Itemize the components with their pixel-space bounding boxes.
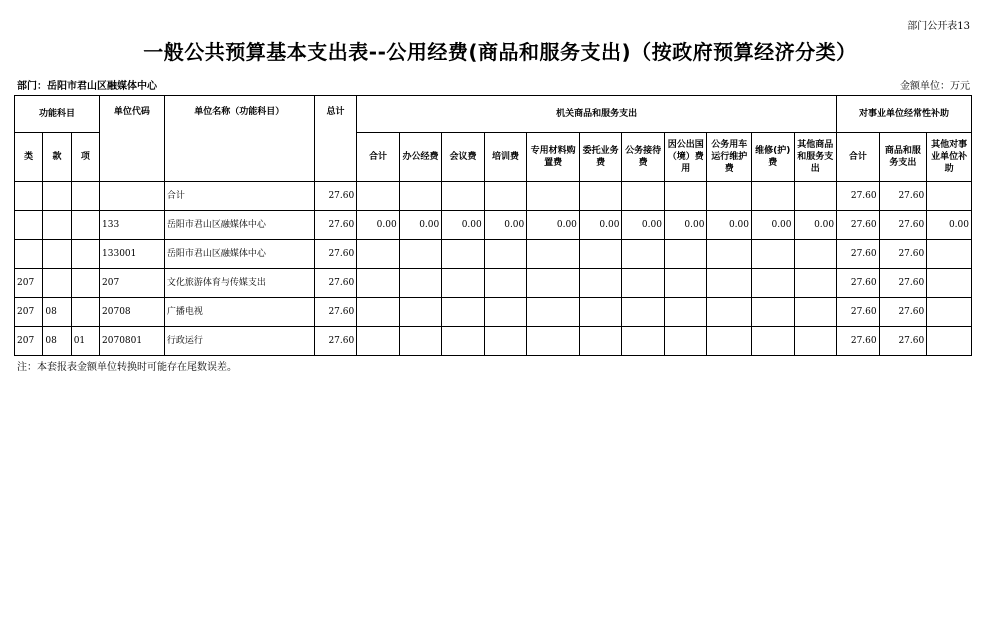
cell-unit-name: 广播电视: [164, 298, 314, 327]
cell-org-amount: [442, 298, 485, 327]
cell-kuan: [43, 269, 71, 298]
amount-unit-label: 金额单位：万元: [900, 81, 970, 92]
cell-total: 27.60: [314, 269, 357, 298]
cell-org-amount: [527, 298, 580, 327]
cell-org-amount: [707, 327, 752, 356]
cell-unit-name: 岳阳市君山区融媒体中心: [164, 240, 314, 269]
cell-inst-amount: 27.60: [879, 269, 927, 298]
cell-org-amount: [579, 182, 622, 211]
cell-org-amount: [707, 269, 752, 298]
cell-org-amount: [752, 327, 795, 356]
page-title: 一般公共预算基本支出表--公用经费(商品和服务支出)（按政府预算经济分类）: [143, 40, 857, 64]
cell-unit-name: 岳阳市君山区融媒体中心: [164, 211, 314, 240]
cell-inst-amount: 27.60: [837, 298, 880, 327]
cell-org-amount: [484, 327, 527, 356]
cell-unit-code: 133: [100, 211, 165, 240]
cell-org-amount: [664, 298, 707, 327]
cell-inst-amount: 27.60: [879, 182, 927, 211]
cell-org-amount: [707, 182, 752, 211]
cell-org-amount: [752, 298, 795, 327]
cell-unit-code: 20708: [100, 298, 165, 327]
cell-xiang: [71, 240, 99, 269]
table-body: [15, 182, 972, 356]
cell-inst-amount: [927, 240, 972, 269]
cell-lei: 207: [15, 327, 43, 356]
header-org-col: 公务用车运行维护费: [707, 133, 752, 182]
header-org-goods: 机关商品和服务支出: [357, 96, 837, 133]
budget-table: [14, 95, 972, 356]
header-inst-col: 合计: [837, 133, 880, 182]
cell-org-amount: [442, 269, 485, 298]
cell-org-amount: [794, 269, 837, 298]
header-inst-col: 商品和服务支出: [879, 133, 927, 182]
table-row: [15, 182, 972, 211]
form-number: 部门公开表13: [907, 21, 970, 32]
cell-org-amount: 0.00: [664, 211, 707, 240]
cell-org-amount: [357, 240, 400, 269]
cell-org-amount: [664, 269, 707, 298]
cell-org-amount: [357, 327, 400, 356]
cell-inst-amount: 27.60: [837, 327, 880, 356]
header-org-col: 维修(护)费: [752, 133, 795, 182]
cell-org-amount: 0.00: [399, 211, 442, 240]
cell-org-amount: [357, 298, 400, 327]
cell-org-amount: 0.00: [527, 211, 580, 240]
cell-inst-amount: [927, 298, 972, 327]
cell-org-amount: [527, 182, 580, 211]
cell-lei: [15, 182, 43, 211]
cell-org-amount: [442, 240, 485, 269]
cell-org-amount: [664, 182, 707, 211]
cell-lei: [15, 211, 43, 240]
header-org-col: 办公经费: [399, 133, 442, 182]
cell-org-amount: [664, 240, 707, 269]
header-lei: 类: [15, 133, 43, 182]
header-org-col: 公务接待费: [622, 133, 665, 182]
header-org-col: 委托业务费: [579, 133, 622, 182]
header-xiang: 项: [71, 133, 99, 182]
cell-total: 27.60: [314, 211, 357, 240]
cell-org-amount: 0.00: [579, 211, 622, 240]
cell-org-amount: [794, 327, 837, 356]
table-row: [15, 298, 972, 327]
cell-org-amount: [399, 298, 442, 327]
department-label: 部门：岳阳市君山区融媒体中心: [17, 81, 157, 92]
cell-org-amount: 0.00: [484, 211, 527, 240]
header-unit-code: 单位代码: [100, 96, 165, 182]
cell-lei: 207: [15, 298, 43, 327]
cell-org-amount: [357, 269, 400, 298]
cell-org-amount: [442, 327, 485, 356]
cell-xiang: [71, 269, 99, 298]
cell-lei: [15, 240, 43, 269]
cell-org-amount: [752, 182, 795, 211]
cell-org-amount: [579, 327, 622, 356]
cell-total: 27.60: [314, 327, 357, 356]
cell-unit-name: 行政运行: [164, 327, 314, 356]
cell-org-amount: 0.00: [357, 211, 400, 240]
cell-org-amount: [707, 298, 752, 327]
header-org-col: 培训费: [484, 133, 527, 182]
cell-org-amount: [622, 298, 665, 327]
cell-org-amount: [794, 298, 837, 327]
table-row: [15, 327, 972, 356]
cell-org-amount: [579, 298, 622, 327]
cell-org-amount: 0.00: [622, 211, 665, 240]
header-org-col: 会议费: [442, 133, 485, 182]
cell-org-amount: [484, 269, 527, 298]
cell-unit-code: 2070801: [100, 327, 165, 356]
cell-inst-amount: 27.60: [879, 211, 927, 240]
cell-total: 27.60: [314, 240, 357, 269]
cell-org-amount: [484, 240, 527, 269]
cell-org-amount: [707, 240, 752, 269]
cell-unit-code: [100, 182, 165, 211]
cell-inst-amount: [927, 269, 972, 298]
cell-kuan: [43, 182, 71, 211]
cell-total: 27.60: [314, 182, 357, 211]
table-row: [15, 269, 972, 298]
cell-unit-code: 207: [100, 269, 165, 298]
header-unit-name: 单位名称（功能科目）: [164, 96, 314, 182]
cell-org-amount: [579, 269, 622, 298]
cell-org-amount: 0.00: [707, 211, 752, 240]
cell-total: 27.60: [314, 298, 357, 327]
cell-inst-amount: 27.60: [879, 240, 927, 269]
cell-org-amount: [664, 327, 707, 356]
cell-lei: 207: [15, 269, 43, 298]
header-total: 总计: [314, 96, 357, 182]
cell-kuan: [43, 240, 71, 269]
cell-org-amount: [357, 182, 400, 211]
cell-unit-code: 133001: [100, 240, 165, 269]
cell-kuan: [43, 211, 71, 240]
footnote: 注：本套报表金额单位转换时可能存在尾数误差。: [17, 362, 237, 373]
header-kuan: 款: [43, 133, 71, 182]
cell-org-amount: 0.00: [794, 211, 837, 240]
cell-org-amount: [399, 269, 442, 298]
header-org-col: 其他商品和服务支出: [794, 133, 837, 182]
header-org-col: 因公出国（境）费用: [664, 133, 707, 182]
cell-xiang: [71, 211, 99, 240]
table-row: [15, 240, 972, 269]
table-row: [15, 211, 972, 240]
cell-org-amount: [794, 240, 837, 269]
cell-kuan: 08: [43, 327, 71, 356]
cell-org-amount: [442, 182, 485, 211]
cell-org-amount: [752, 240, 795, 269]
cell-xiang: 01: [71, 327, 99, 356]
cell-org-amount: [527, 240, 580, 269]
cell-xiang: [71, 298, 99, 327]
header-func-subject: 功能科目: [15, 96, 100, 133]
cell-kuan: 08: [43, 298, 71, 327]
cell-org-amount: [622, 240, 665, 269]
cell-inst-amount: 27.60: [837, 269, 880, 298]
cell-inst-amount: 27.60: [837, 240, 880, 269]
cell-org-amount: [399, 327, 442, 356]
header-org-col: 合计: [357, 133, 400, 182]
cell-inst-amount: 27.60: [879, 327, 927, 356]
cell-org-amount: [484, 182, 527, 211]
cell-inst-amount: 27.60: [879, 298, 927, 327]
header-inst-subsidy: 对事业单位经常性补助: [837, 96, 972, 133]
cell-xiang: [71, 182, 99, 211]
cell-org-amount: 0.00: [752, 211, 795, 240]
header-inst-col: 其他对事业单位补助: [927, 133, 972, 182]
cell-inst-amount: [927, 182, 972, 211]
cell-org-amount: [794, 182, 837, 211]
cell-org-amount: [527, 327, 580, 356]
cell-org-amount: [484, 298, 527, 327]
cell-org-amount: [579, 240, 622, 269]
cell-org-amount: 0.00: [442, 211, 485, 240]
cell-unit-name: 文化旅游体育与传媒支出: [164, 269, 314, 298]
cell-org-amount: [527, 269, 580, 298]
header-org-col: 专用材料购置费: [527, 133, 580, 182]
cell-inst-amount: 0.00: [927, 211, 972, 240]
cell-org-amount: [399, 182, 442, 211]
cell-inst-amount: [927, 327, 972, 356]
cell-inst-amount: 27.60: [837, 211, 880, 240]
cell-org-amount: [622, 327, 665, 356]
cell-org-amount: [622, 182, 665, 211]
cell-org-amount: [399, 240, 442, 269]
cell-org-amount: [752, 269, 795, 298]
cell-inst-amount: 27.60: [837, 182, 880, 211]
cell-org-amount: [622, 269, 665, 298]
cell-unit-name: 合计: [164, 182, 314, 211]
